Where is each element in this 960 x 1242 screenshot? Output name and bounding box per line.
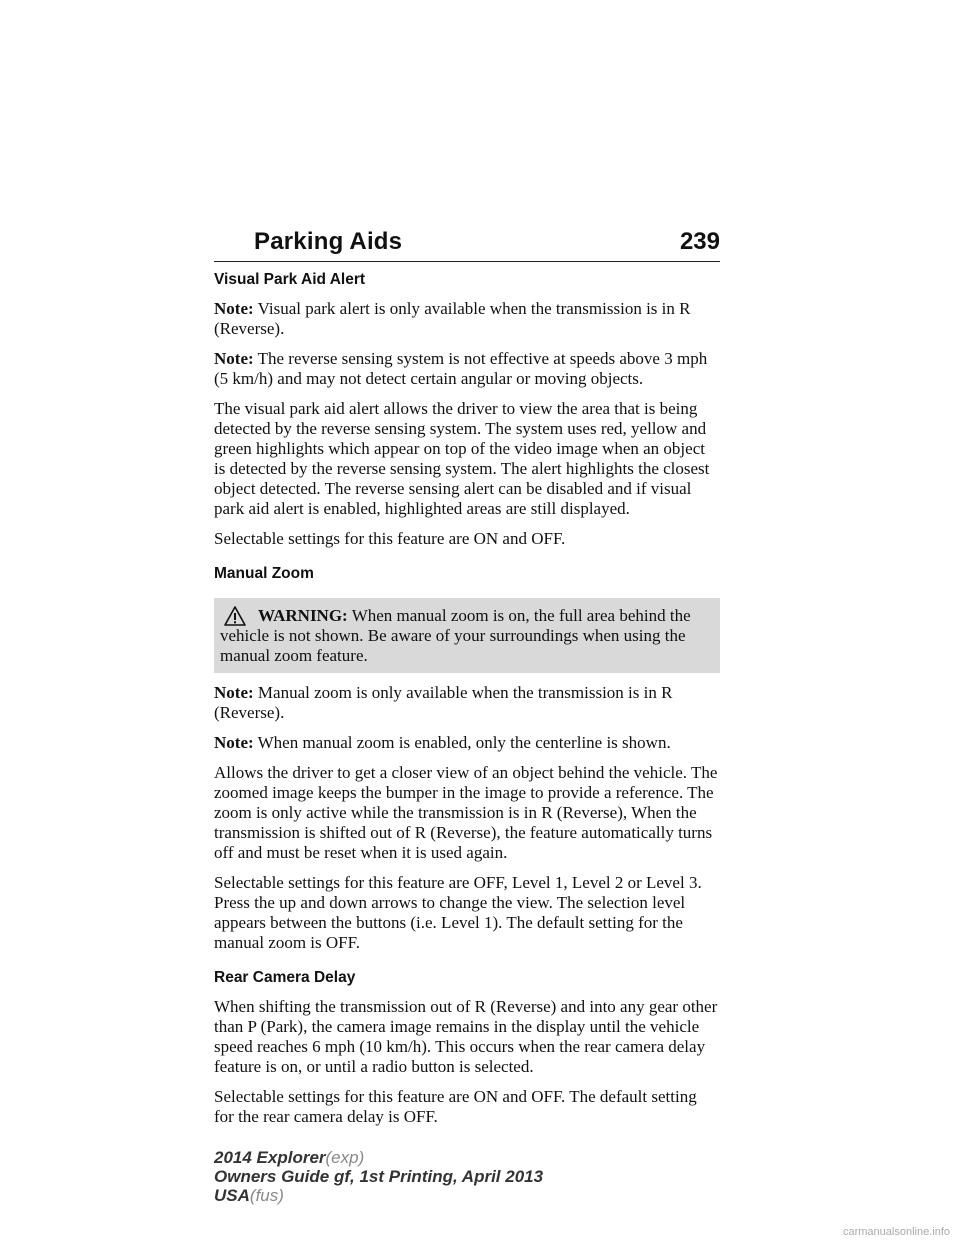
note-paragraph [214,733,720,753]
note-label: Note: [214,733,254,752]
warning-text-block [220,606,691,665]
page-header [214,228,720,262]
note-paragraph [214,349,720,389]
note-label: Note: [214,683,254,702]
body-paragraph: When shifting the transmission out of R (Reverse) and into any gear other than P (Park), the camera image remains in the display until the vehicle speed reaches 6 mph (10 km/h). This occurs when the rear camera delay feature is on, or until a radio button is selected. [214,997,718,1076]
note-text: When manual zoom is enabled, only the centerline is shown. [257,733,671,752]
body-paragraph: Allows the driver to get a closer view of an object behind the vehicle. The zoomed image keeps the bumper in the image to provide a reference. The zoom is only active while the transmission is in R (Reverse), When the transmission is shifted out of R (Reverse), the feature automatically turns off and must be reset when it is used again. [214,763,718,862]
note-paragraph [214,683,720,723]
note-text: Manual zoom is only available when the transmission is in R (Reverse). [214,683,673,722]
footer-market: USA [214,1186,250,1205]
note-text: The reverse sensing system is not effective at speeds above 3 mph (5 km/h) and may not detect certain angular or moving objects. [214,349,708,388]
body-paragraph: Selectable settings for this feature are OFF, Level 1, Level 2 or Level 3. Press the up and down arrows to change the view. The selection level appears between the buttons (i.e. Level 1). The default setting for the manual zoom is OFF. [214,873,702,952]
footer-model: 2014 Explorer [214,1148,326,1167]
note-label: Note: [214,299,254,318]
body-paragraph: The visual park aid alert allows the driver to view the area that is being detected by the reverse sensing system. The system uses red, yellow and green highlights which appear on top of the video image when an object is detected by the reverse sensing system. The alert highlights the closest object detected. The reverse sensing alert can be disabled and if visual park aid alert is enabled, highlighted areas are still displayed. [214,399,710,518]
warning-text: When manual zoom is on, the full area behind the vehicle is not shown. Be aware of your surroundings when using the manual zoom feature. [220,606,691,665]
section-title: Parking Aids [254,228,403,255]
warning-label: WARNING: [258,606,348,625]
footer-line [214,1148,543,1167]
page-number: 239 [679,228,720,255]
page-content [214,270,720,1137]
body-paragraph: Selectable settings for this feature are ON and OFF. The default setting for the rear camera delay is OFF. [214,1087,697,1126]
warning-triangle-icon [224,606,246,626]
warning-box [214,598,720,673]
watermark: carmanualsonline.info [842,1226,950,1238]
rear-camera-delay-heading: Rear Camera Delay [214,969,356,986]
note-paragraph [214,299,720,339]
print-footer [214,1148,543,1205]
footer-line [214,1186,543,1205]
note-text: Visual park alert is only available when the transmission is in R (Reverse). [214,299,691,338]
body-paragraph: Selectable settings for this feature are ON and OFF. [214,529,566,548]
note-label: Note: [214,349,254,368]
manual-zoom-heading: Manual Zoom [214,565,314,582]
visual-park-aid-heading: Visual Park Aid Alert [214,271,366,288]
footer-market-code: (fus) [249,1186,284,1205]
footer-model-code: (exp) [325,1148,365,1167]
footer-printing: Owners Guide gf, 1st Printing, April 2013 [214,1167,544,1186]
